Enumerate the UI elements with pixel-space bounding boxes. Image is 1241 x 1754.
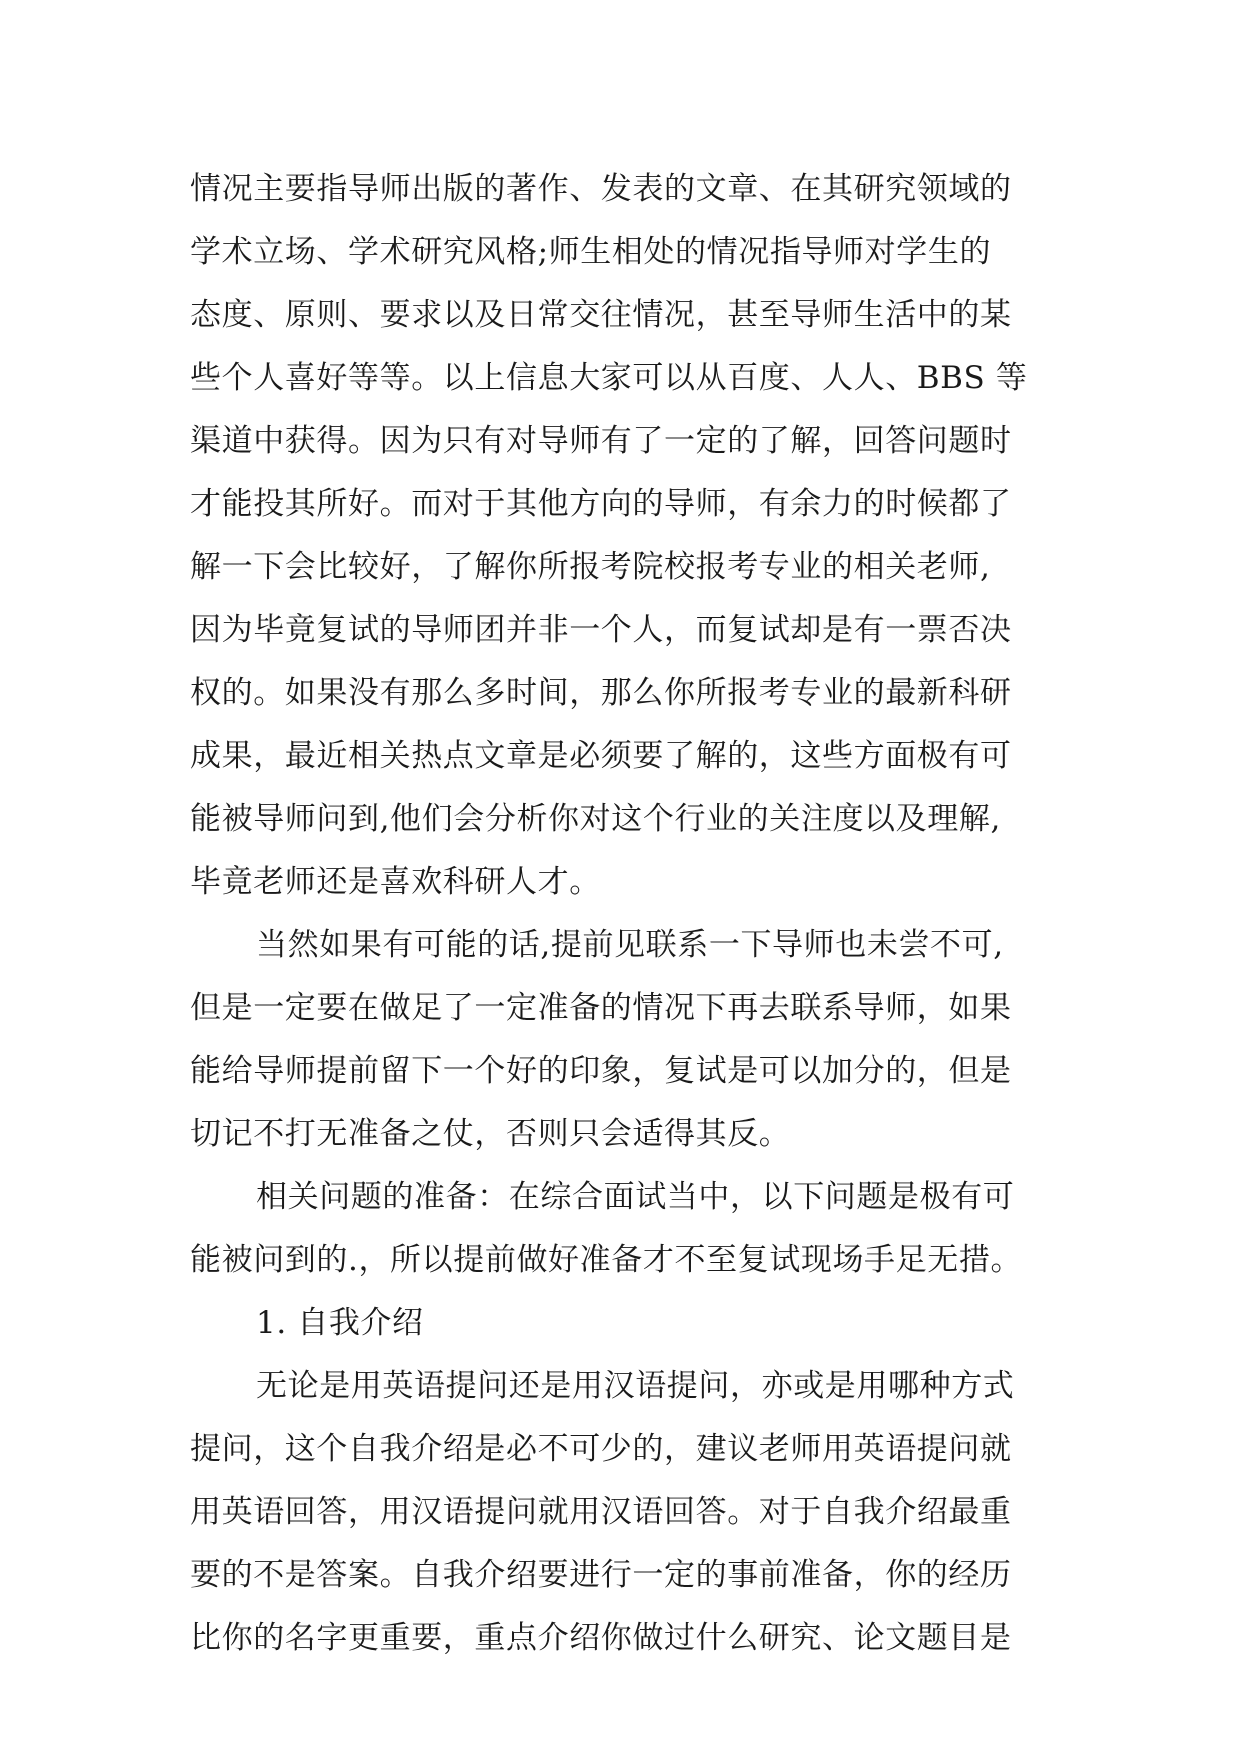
text-line: 才能投其所好。而对于其他方向的导师，有余力的时候都了 <box>190 486 1012 522</box>
text-line: 能被导师问到,他们会分析你对这个行业的关注度以及理解, <box>190 801 1001 837</box>
text-line: 学术立场、学术研究风格;师生相处的情况指导师对学生的 <box>190 234 992 270</box>
text-line: 能被问到的.，所以提前做好准备才不至复试现场手足无措。 <box>190 1242 1023 1278</box>
section-heading: 1. 自我介绍 <box>256 1305 424 1341</box>
text-line: 毕竟老师还是喜欢科研人才。 <box>190 864 601 900</box>
text-line: 提问，这个自我介绍是必不可少的，建议老师用英语提问就 <box>190 1431 1012 1467</box>
body-text <box>190 158 1050 1670</box>
text-line: 用英语回答，用汉语提问就用汉语回答。对于自我介绍最重 <box>190 1494 1012 1530</box>
text-line: 些个人喜好等等。以上信息大家可以从百度、人人、BBS 等 <box>190 360 1028 396</box>
text-line: 因为毕竟复试的导师团并非一个人，而复试却是有一票否决 <box>190 612 1012 648</box>
text-line: 切记不打无准备之仗，否则只会适得其反。 <box>190 1116 791 1152</box>
text-line: 要的不是答案。自我介绍要进行一定的事前准备，你的经历 <box>190 1557 1012 1593</box>
text-line: 态度、原则、要求以及日常交往情况，甚至导师生活中的某 <box>190 297 1012 333</box>
text-line: 情况主要指导师出版的著作、发表的文章、在其研究领域的 <box>190 171 1012 207</box>
text-line: 渠道中获得。因为只有对导师有了一定的了解，回答问题时 <box>190 423 1012 459</box>
text-line: 能给导师提前留下一个好的印象，复试是可以加分的，但是 <box>190 1053 1012 1089</box>
text-line: 成果，最近相关热点文章是必须要了解的，这些方面极有可 <box>190 738 1012 774</box>
paragraph-start-line: 相关问题的准备：在综合面试当中，以下问题是极有可 <box>256 1179 1015 1215</box>
paragraph-start-line: 无论是用英语提问还是用汉语提问，亦或是用哪种方式 <box>256 1368 1015 1404</box>
paragraph-start-line: 当然如果有可能的话,提前见联系一下导师也未尝不可, <box>256 927 1004 963</box>
text-line: 比你的名字更重要，重点介绍你做过什么研究、论文题目是 <box>190 1620 1012 1656</box>
text-line: 权的。如果没有那么多时间，那么你所报考专业的最新科研 <box>190 675 1012 711</box>
text-line: 但是一定要在做足了一定准备的情况下再去联系导师，如果 <box>190 990 1012 1026</box>
text-line: 解一下会比较好，了解你所报考院校报考专业的相关老师, <box>190 549 991 585</box>
